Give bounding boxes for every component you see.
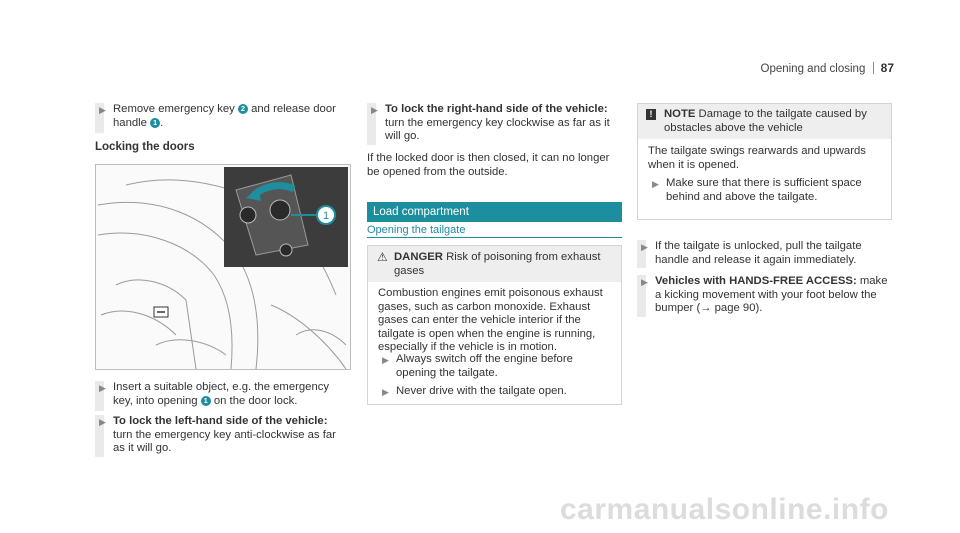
arrow-bullet-icon: ▶: [641, 242, 648, 252]
door-lock-figure: [95, 164, 351, 370]
subheading-opening-tailgate: Opening the tailgate: [367, 224, 466, 236]
page-header: [738, 62, 894, 77]
exclamation-icon: !: [646, 109, 656, 120]
marker-2: 2: [238, 104, 248, 114]
step-lock-right: ▶ To lock the right-hand side of the vehicle: turn the emergency key clockwise as far as it will go.: [367, 103, 622, 145]
step-pull-handle: ▶ If the tailgate is unlocked, pull the tailgate handle and release it again immediately.: [637, 240, 892, 268]
danger-step-1: ▶ Always switch off the engine before opening the tailgate.: [382, 353, 573, 379]
danger-step-2: ▶ Never drive with the tailgate open.: [382, 385, 567, 397]
arrow-bullet-icon: ▶: [382, 355, 389, 365]
danger-title: Risk of poisoning from exhaust gases: [394, 251, 601, 277]
arrow-bullet-icon: ▶: [382, 387, 389, 397]
warning-triangle-icon: ⚠: [377, 250, 388, 264]
figure-callout: 1: [322, 210, 330, 222]
step-insert-object: ▶ Insert a suitable object, e.g. the emergency key, into opening 1 on the door lock.: [95, 381, 350, 411]
note-label: NOTE: [664, 108, 696, 120]
arrow-bullet-icon: ▶: [641, 277, 648, 287]
arrow-bullet-icon: ▶: [652, 179, 659, 189]
danger-body: Combustion engines emit poisonous exhaust gases, such as carbon monoxide. Exhaust gases can enter the vehicle interior if the tailgate is open when the engine is running, especially if the vehicle is in motion.: [378, 287, 603, 353]
step-remove-key: ▶ Remove emergency key 2 and release door handle 1 .: [95, 103, 350, 133]
danger-label: DANGER: [394, 251, 443, 263]
arrow-bullet-icon: ▶: [99, 105, 106, 115]
arrow-bullet-icon: ▶: [99, 383, 106, 393]
door-illustration: [96, 165, 350, 369]
note-box: [637, 103, 892, 220]
note-step: ▶ Make sure that there is sufficient space behind and above the tailgate.: [652, 177, 862, 203]
section-title: Opening and closing: [760, 63, 866, 75]
marker-1: 1: [150, 118, 160, 128]
arrow-bullet-icon: ▶: [371, 105, 378, 115]
heading-locking-doors: Locking the doors: [95, 141, 195, 153]
note-body: The tailgate swings rearwards and upwards when it is opened.: [648, 145, 866, 171]
section-band-load-compartment: Load compartment: [367, 202, 622, 222]
arrow-bullet-icon: ▶: [99, 417, 106, 427]
watermark: carmanualsonline.info: [560, 493, 889, 526]
marker-1: 1: [201, 396, 211, 406]
page-number: 87: [880, 61, 894, 75]
note-title: Damage to the tailgate caused by obstacles above the vehicle: [664, 108, 867, 134]
step-hands-free: ▶ Vehicles with HANDS-FREE ACCESS: make a kicking movement with your foot below the bumper (→ page 90).: [637, 275, 892, 317]
subheading-rule: [367, 237, 622, 238]
locked-door-paragraph: If the locked door is then closed, it can no longer be opened from the outside.: [367, 152, 610, 178]
step-lock-left: ▶ To lock the left-hand side of the vehicle: turn the emergency key anti-clockwise as far as it will go.: [95, 415, 350, 457]
danger-box: [367, 245, 622, 405]
